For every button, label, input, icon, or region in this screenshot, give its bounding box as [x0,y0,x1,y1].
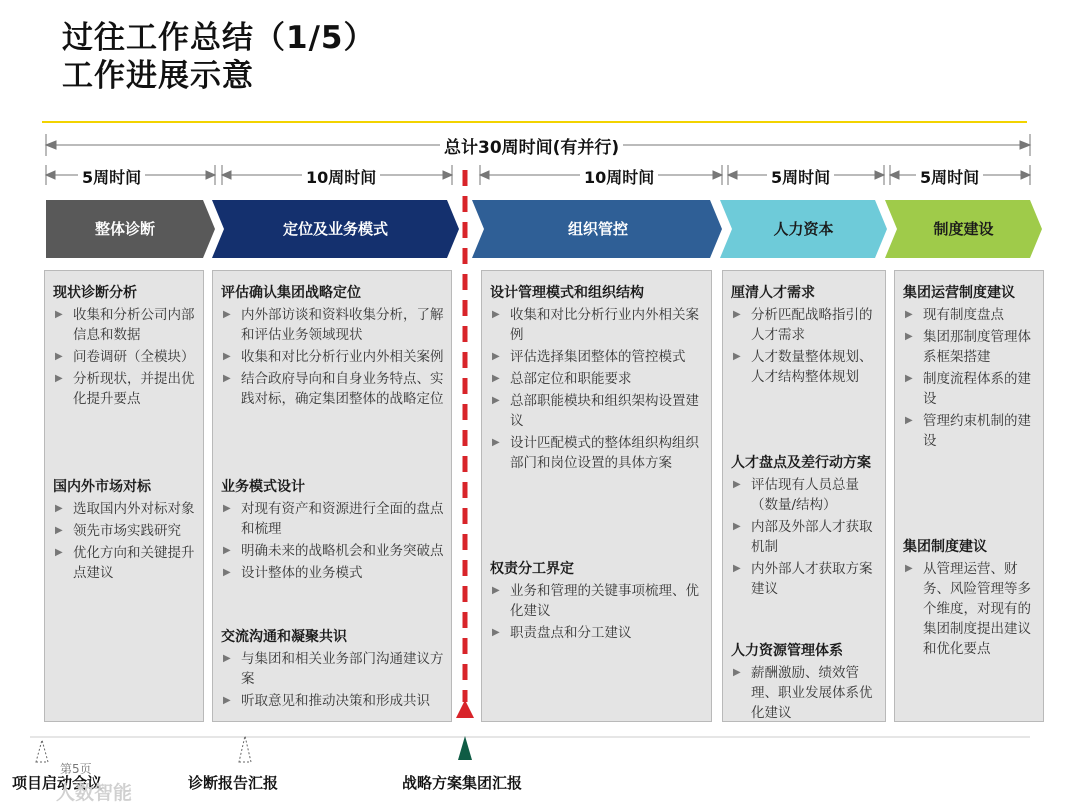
bullet-icon: ▶ [223,545,231,556]
section-heading: 人力资源管理体系 [731,643,843,659]
diagnosis-triangle-icon [239,736,251,762]
bullet-icon: ▶ [733,309,741,320]
bullet-icon: ▶ [55,351,63,362]
phase-label-5: 制度建设 [933,220,994,238]
section-heading: 人才盘点及差行动方案 [731,455,871,471]
bullet-icon: ▶ [492,309,500,320]
milestone-strategy-report: 战略方案集团汇报 [402,774,523,792]
column-human-capital [722,270,886,722]
section-heading: 评估确认集团战略定位 [221,285,361,301]
bullet-icon: ▶ [55,503,63,514]
milestone-kickoff: 项目启动会议 [12,774,103,792]
bullet-item: ▶ 职责盘点和分工建议 [492,625,632,641]
section-heading: 厘清人才需求 [731,285,815,301]
section [53,283,197,409]
section [221,627,445,711]
section [903,283,1037,451]
bullet-item: ▶ 内外部访谈和资料收集分析，了解和评估业务领域现状 [223,307,444,343]
section [731,641,879,722]
bullet-item: ▶ 听取意见和推动决策和形成共识 [223,693,430,709]
bullet-icon: ▶ [223,309,231,320]
bullet-item: ▶ 评估现有人员总量（数量/结构） [733,477,859,513]
bullet-item: ▶ 设计整体的业务模式 [223,565,363,581]
column-org-control [481,270,712,722]
page-title: 过往工作总结（1/5） [62,20,376,56]
section [221,283,445,409]
section [490,283,705,473]
section [53,477,197,583]
bullet-icon: ▶ [223,695,231,706]
bullet-icon: ▶ [733,563,741,574]
bullet-item: ▶ 总部定位和职能要求 [492,371,632,387]
bullet-item: ▶ 优化方向和关键提升点建议 [55,545,195,581]
bullet-item: ▶ 选取国内外对标对象 [55,501,195,517]
section-heading: 业务模式设计 [221,479,305,495]
bullet-icon: ▶ [223,567,231,578]
bullet-item: ▶ 内外部人才获取方案建议 [733,561,873,597]
bullet-icon: ▶ [492,437,500,448]
bullet-item: ▶ 明确未来的战略机会和业务突破点 [223,543,444,559]
section [221,477,445,583]
section-heading: 国内外市场对标 [53,479,151,495]
phase5-duration: 5周时间 [916,165,983,188]
section-heading: 交流沟通和凝聚共识 [221,629,347,645]
section [731,453,879,599]
bullet-icon: ▶ [905,309,913,320]
bullet-item: ▶ 分析现状，并提出优化提升要点 [55,371,195,407]
column-diagnosis [44,270,204,722]
bullet-item: ▶ 结合政府导向和自身业务特点、实践对标，确定集团整体的战略定位 [223,371,444,407]
bullet-icon: ▶ [223,351,231,362]
phase-label-1: 整体诊断 [94,220,155,238]
bullet-item: ▶ 制度流程体系的建设 [905,371,1031,407]
column-positioning [212,270,452,722]
bullet-item: ▶ 集团那制度管理体系框架搭建 [905,329,1031,365]
bullet-icon: ▶ [733,351,741,362]
phase2-duration: 10周时间 [302,165,380,188]
bullet-icon: ▶ [223,653,231,664]
bullet-item: ▶ 收集和对比分析行业内外相关案例 [492,307,699,343]
page-number: 第5页 [60,762,92,776]
bullet-item: ▶ 评估选择集团整体的管控模式 [492,349,686,365]
bullet-icon: ▶ [223,503,231,514]
bullet-item: ▶ 内部及外部人才获取机制 [733,519,873,555]
bullet-icon: ▶ [905,373,913,384]
bullet-icon: ▶ [492,351,500,362]
phase1-duration: 5周时间 [78,165,145,188]
section-heading: 集团运营制度建议 [903,285,1015,301]
section-heading: 集团制度建议 [903,539,987,555]
bullet-icon: ▶ [55,547,63,558]
bullet-icon: ▶ [55,373,63,384]
page-subtitle: 工作进展示意 [62,58,254,94]
section [490,559,705,643]
phase3-duration: 10周时间 [580,165,658,188]
bullet-item: ▶ 问卷调研（全模块） [55,349,195,365]
phase-label-3: 组织管控 [567,220,628,238]
phase4-duration: 5周时间 [767,165,834,188]
bullet-icon: ▶ [733,479,741,490]
bullet-icon: ▶ [55,525,63,536]
bullet-icon: ▶ [905,331,913,342]
watermark: 人数智能 [56,782,133,804]
bullet-item: ▶ 分析匹配战略指引的人才需求 [733,307,873,343]
bullet-item: ▶ 领先市场实践研究 [55,523,181,539]
strategy-triangle-icon [458,736,472,760]
bullet-item: ▶ 对现有资产和资源进行全面的盘点和梳理 [223,501,444,537]
section-heading: 设计管理模式和组织结构 [490,285,644,301]
section-heading: 现状诊断分析 [53,285,137,301]
column-institution [894,270,1044,722]
section [903,537,1037,659]
bullet-item: ▶ 收集和分析公司内部信息和数据 [55,307,195,343]
bullet-item: ▶ 从管理运营、财务、风险管理等多个维度，对现有的集团制度提出建议和优化要点 [905,561,1031,657]
bullet-item: ▶ 人才数量整体规划、人才结构整体规划 [733,349,873,385]
milestone-diagnosis-report: 诊断报告汇报 [188,774,279,792]
bullet-item: ▶ 收集和对比分析行业内外相关案例 [223,349,444,365]
bullet-item: ▶ 薪酬激励、绩效管理、职业发展体系优化建议 [733,665,873,721]
section [731,283,879,387]
bullet-icon: ▶ [223,373,231,384]
bullet-item: ▶ 总部职能模块和组织架构设置建议 [492,393,699,429]
bullet-icon: ▶ [492,585,500,596]
bullet-icon: ▶ [492,395,500,406]
bullet-item: ▶ 与集团和相关业务部门沟通建议方案 [223,651,444,687]
kickoff-triangle-icon [36,740,48,762]
phase-label-4: 人力资本 [773,220,834,238]
bullet-item: ▶ 现有制度盘点 [905,307,1004,323]
bullet-icon: ▶ [492,627,500,638]
bullet-icon: ▶ [492,373,500,384]
bullet-icon: ▶ [733,667,741,678]
bullet-icon: ▶ [905,563,913,574]
bullet-item: ▶ 管理约束机制的建设 [905,413,1031,449]
red-triangle-icon [456,700,474,718]
bullet-icon: ▶ [905,415,913,426]
bullet-item: ▶ 业务和管理的关键事项梳理、优化建议 [492,583,699,619]
bullet-icon: ▶ [55,309,63,320]
section-heading: 权责分工界定 [490,561,574,577]
phase-label-2: 定位及业务模式 [282,220,388,238]
bullet-icon: ▶ [733,521,741,532]
bullet-item: ▶ 设计匹配模式的整体组织构组织部门和岗位设置的具体方案 [492,435,699,471]
total-span-label: 总计30周时间(有并行) [440,133,623,158]
